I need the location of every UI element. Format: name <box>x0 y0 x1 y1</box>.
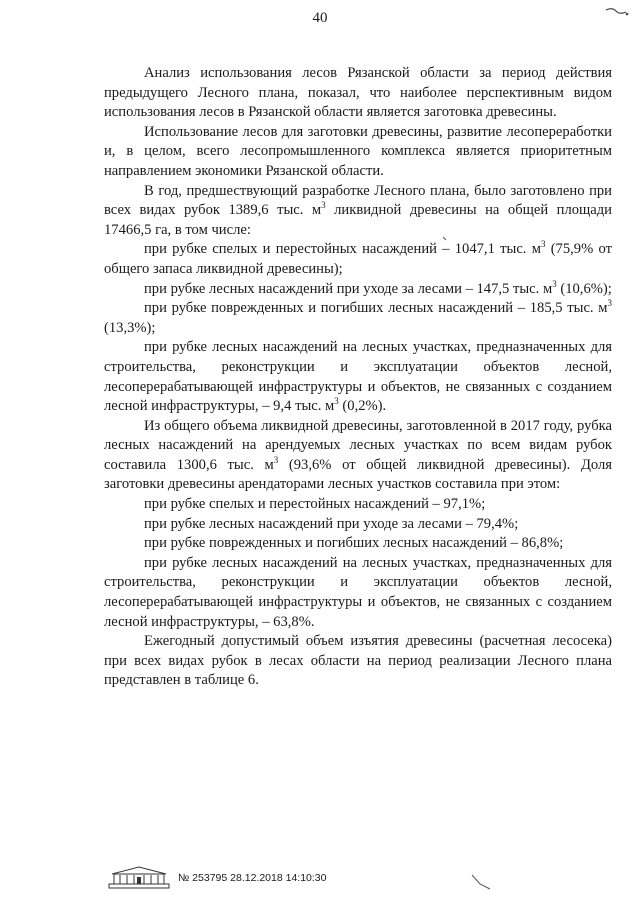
paragraph-usage: Использование лесов для заготовки древесины, развитие лесопереработки и, в целом, всего лесопромышленного комплекса является приоритетным направлением экономики Рязанской области. <box>104 123 612 179</box>
footer-registration <box>108 866 326 890</box>
page-number: 40 <box>312 10 328 26</box>
paragraph-harvest-total: В год, предшествующий разработке Лесного плана, было заготовлено при всех видах рубок 1389,6 тыс. $м^3$ ликвидной древесины на общей площади 17466,5 га, в том числе: <box>104 182 612 238</box>
scan-artifact <box>470 872 496 892</box>
scan-speck <box>442 236 448 242</box>
paragraph-share-infrastructure: при рубке лесных насаждений на лесных участках, предназначенных для строительства, реконструкции и эксплуатации объектов лесной, лесоперерабатывающей инфраструктуры и объектов, не связанных с созданием лесной инфраструктуры, – 63,8%. <box>104 554 612 630</box>
paragraph-analysis: Анализ использования лесов Рязанской области за период действия предыдущего Лесного плана, показал, что наиболее перспективным видом использования лесов в Рязанской области является заготовка древесины. <box>104 65 612 121</box>
building-stamp-icon <box>108 866 170 890</box>
paragraph-damaged-felling: при рубке поврежденных и погибших лесных насаждений – 185,5 тыс. $м^3$ (13,3%); <box>104 298 612 336</box>
paragraph-share-damaged: при рубке поврежденных и погибших лесных насаждений – 86,8%; <box>144 535 564 552</box>
paragraph-care-felling: при рубке лесных насаждений при уходе за лесами – 147,5 тыс. $м^3$ (10,6%); <box>144 278 612 297</box>
document-body <box>104 64 612 691</box>
paragraph-share-mature: при рубке спелых и перестойных насаждений – 97,1%; <box>144 496 486 513</box>
paragraph-leased-plots: Из общего объема ликвидной древесины, заготовленной в 2017 году, рубка лесных насаждений на арендуемых лесных участках по всем видам рубок составила 1300,6 тыс. $м^3$ (93,6% от общей ликвидной древесины). Доля заготовки древесины арендаторами лесных участков составила при этом: <box>104 417 612 493</box>
paragraph-infrastructure-felling: при рубке лесных насаждений на лесных участках, предназначенных для строительства, реконструкции и эксплуатации объектов лесной, лесоперерабатывающей инфраструктуры и объектов, не связанных с созданием лесной инфраструктуры, – 9,4 тыс. $м^3$ (0,2%). <box>104 339 612 415</box>
paragraph-mature-felling: при рубке спелых и перестойных насаждений – 1047,1 тыс. $м^3$ (75,9% от общего запаса ликвидной древесины); <box>104 239 612 277</box>
paragraph-allowable-cut: Ежегодный допустимый объем изъятия древесины (расчетная лесосека) при всех видах рубок в лесах области на период реализации Лесного плана представлен в таблице 6. <box>104 633 612 689</box>
paragraph-share-care: при рубке лесных насаждений при уходе за лесами – 79,4%; <box>144 515 519 532</box>
registration-number: № 253795 28.12.2018 14:10:30 <box>178 872 327 884</box>
